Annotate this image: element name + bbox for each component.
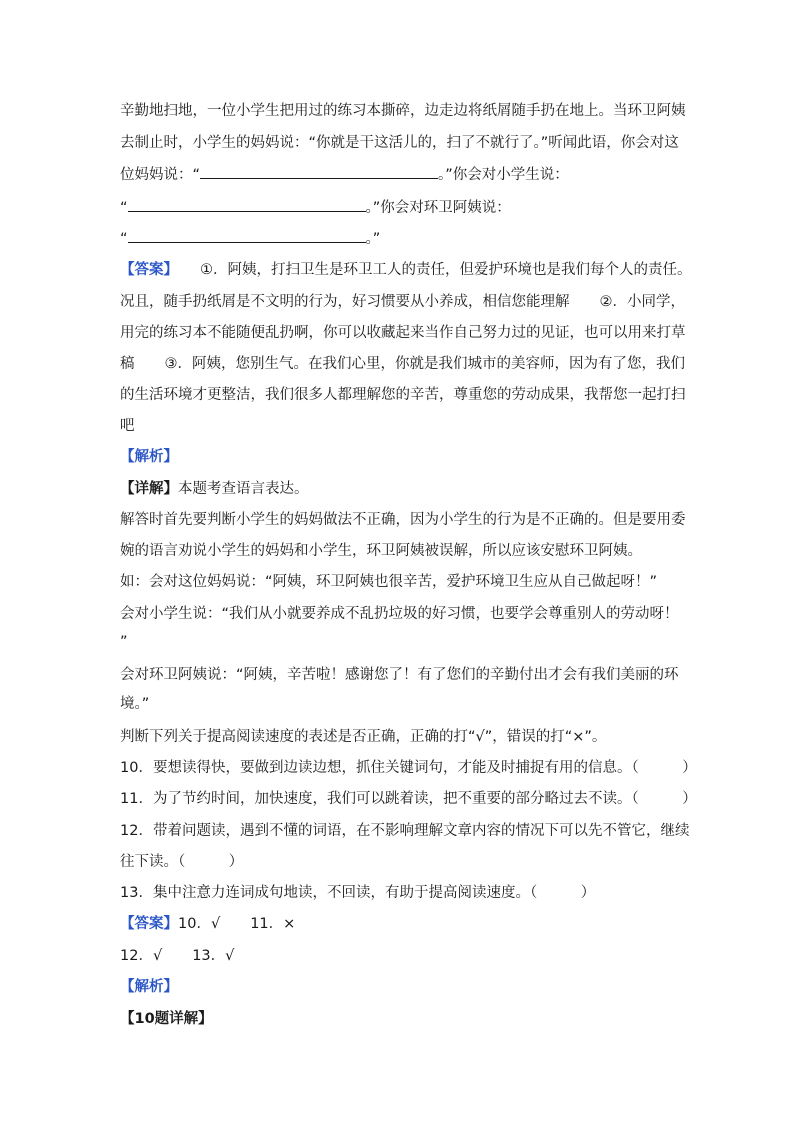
question-10: 10．要想读得快，要做到边读边想，抓住关键词句，才能及时捕捉有用的信息。（ ）: [120, 760, 697, 776]
analysis-p1: 解答时首先要判断小学生的妈妈做法不正确，因为小学生的行为是不正确的。但是要用委: [120, 512, 686, 528]
prompt-line-2: 去制止时，小学生的妈妈说：“你就是干这活儿的，扫了不就行了。”听闻此语，你会对这: [120, 135, 679, 151]
prompt-line-5-start: “: [120, 231, 128, 247]
answer-10: 10．√: [178, 916, 221, 932]
prompt-line-4-start: “: [120, 200, 128, 216]
analysis-p4: 会对小学生说：“我们从小就要养成不乱扔垃圾的好习惯，也要学会尊重别人的劳动呀！: [120, 606, 679, 622]
answer2-line-2: [120, 946, 234, 966]
judge-intro: 判断下列关于提高阅读速度的表述是否正确，正确的打“√”，错误的打“×”。: [120, 729, 607, 745]
answer-blank-student[interactable]: [128, 197, 366, 212]
question-13: 13．集中注意力连词成句地读，不回读，有助于提高阅读速度。（ ）: [120, 885, 596, 901]
answer1-text-2b: ②．小同学，: [599, 294, 685, 310]
answer1-line-1: [120, 260, 692, 280]
analysis-tag: 【解析】: [120, 449, 178, 465]
question-11: 11．为了节约时间，加快速度，我们可以跳着读，把不重要的部分略过去不读。（ ）: [120, 791, 697, 807]
detail-text: 本题考查语言表达。: [178, 481, 309, 497]
prompt-line-5-end: 。”: [365, 231, 381, 247]
prompt-line-3-start: 位妈妈说：“: [120, 167, 201, 183]
answer1-text-4a: 稿: [120, 356, 135, 372]
prompt-line-4-end: 。”你会对环卫阿姨说：: [365, 200, 511, 216]
answer1-line-5: 的生活环境才更整洁，我们很多人都理解您的辛苦，尊重您的劳动成果，我帮您一起打扫: [120, 387, 686, 403]
q10-detail-heading: 【10题详解】: [120, 1011, 213, 1027]
answer-11: 11．×: [250, 916, 296, 932]
answer1-text-4b: ③．阿姨，您别生气。在我们心里，你就是我们城市的美容师，因为有了您，我们: [164, 356, 685, 372]
detail-tag: 【详解】: [120, 481, 178, 497]
analysis-p6: 会对环卫阿姨说：“阿姨，辛苦啦！感谢您了！有了您们的辛勤付出才会有我们美丽的环: [120, 667, 679, 683]
analysis-p3: 如：会对这位妈妈说：“阿姨，环卫阿姨也很辛苦，爱护环境卫生应从自己做起呀！”: [120, 574, 658, 590]
answer2-tag: 【答案】: [120, 916, 178, 932]
answer1-text-2a: 况且，随手扔纸屑是不文明的行为，好习惯要从小养成，相信您能理解: [120, 294, 570, 310]
detail-line: [120, 479, 309, 499]
answer2-line-1: [120, 914, 295, 934]
answer-blank-mother[interactable]: [200, 164, 438, 179]
analysis-p5: ”: [120, 634, 128, 650]
prompt-line-4: [120, 197, 511, 218]
prompt-line-5: [120, 228, 380, 249]
answer1-line-3: 用完的练习本不能随便乱扔啊，你可以收藏起来当作自己努力过的见证，也可以用来打草: [120, 325, 686, 341]
answer1-line-4: [120, 354, 685, 374]
prompt-line-3: [120, 164, 569, 185]
analysis-p7: 境。”: [120, 696, 150, 712]
analysis-p2: 婉的语言劝说小学生的妈妈和小学生，环卫阿姨被误解，所以应该安慰环卫阿姨。: [120, 543, 642, 559]
answer-13: 13．√: [192, 948, 235, 964]
analysis2-tag: 【解析】: [120, 979, 178, 995]
answer-tag: 【答案】: [120, 262, 178, 278]
question-12-line-2: 往下读。（ ）: [120, 854, 244, 870]
answer1-line-6: 吧: [120, 418, 135, 434]
answer-blank-cleaner[interactable]: [128, 228, 366, 243]
prompt-line-1: 辛勤地扫地，一位小学生把用过的练习本撕碎，边走边将纸屑随手扔在地上。当环卫阿姨: [120, 103, 686, 119]
prompt-line-3-end: 。”你会对小学生说：: [438, 167, 569, 183]
answer1-text-1: ①．阿姨，打扫卫生是环卫工人的责任，但爱护环境也是我们每个人的责任。: [200, 262, 692, 278]
answer-12: 12．√: [120, 948, 163, 964]
answer1-line-2: [120, 292, 685, 312]
question-12-line-1: 12．带着问题读，遇到不懂的词语，在不影响理解文章内容的情况下可以先不管它，继续: [120, 823, 690, 839]
